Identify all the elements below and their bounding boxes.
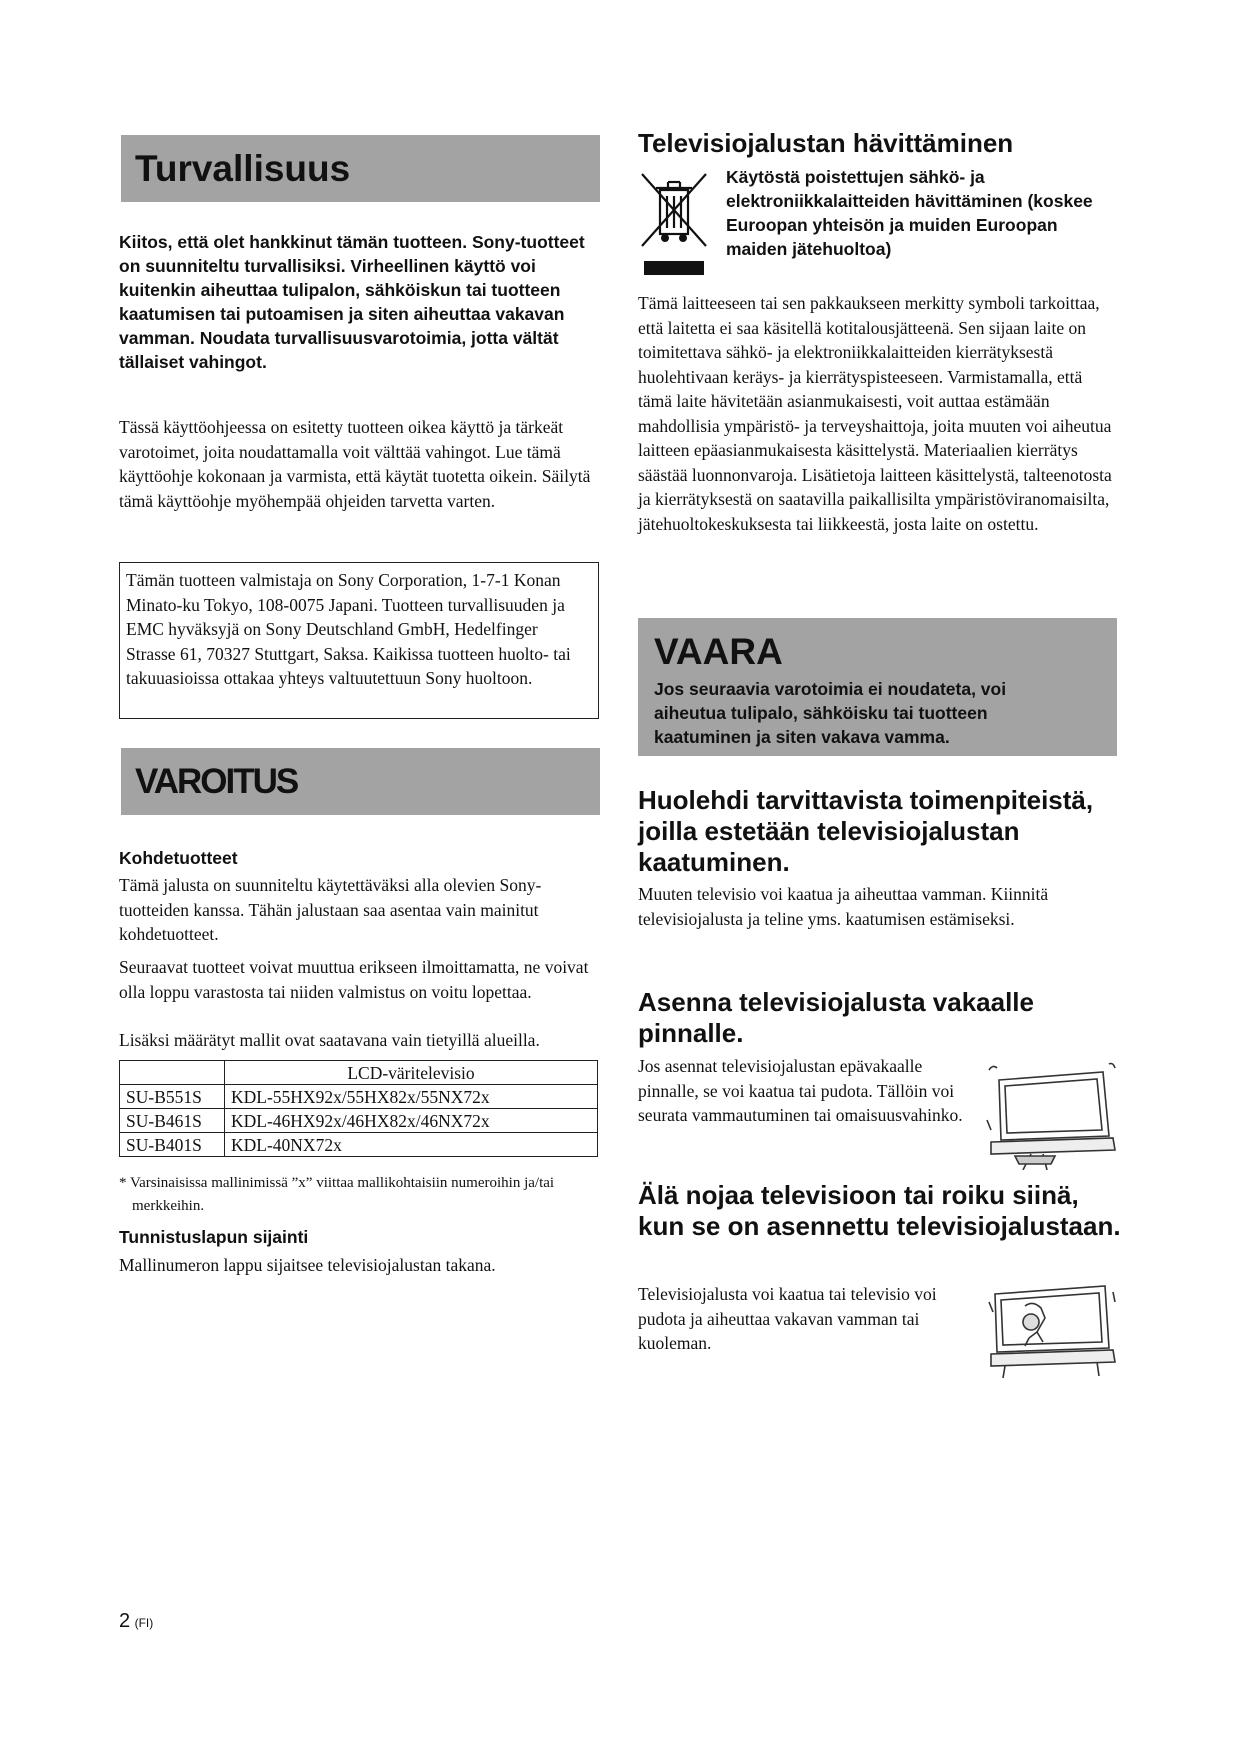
model-table (119, 1060, 598, 1157)
table-row (120, 1085, 598, 1109)
tip-over-heading: Huolehdi tarvittavista toimenpiteistä, joilla estetään televisiojalustan kaatuminen. (638, 785, 1094, 877)
tv-leaning-child-illustration (985, 1282, 1120, 1382)
page-number-value: 2 (119, 1610, 131, 1632)
weee-text: Tämä laitteeseen tai sen pakkaukseen merkitty symboli tarkoittaa, että laitetta ei saa käsitellä kotitalousjätteenä. Sen sijaan laite on toimitettava sähkö- ja elektroniikkalaitteiden kierrätyksestä huolehtivaan keräys- ja kierrätyspisteeseen. Varmistamalla, että tämä laite hävitetään asianmukaisesti, voit auttaa estämään mahdollisia ympäristö- ja terveyshaittoja, joita muuten voi aiheutua laitteen epäasianmukaisesta käsittelystä. Materiaalien kierrätys säästää luonnonvaroja. Lisätietoja laitteen käsittelystä, talteenotosta ja kierrätyksestä on saatavilla paikallisilta ympäristöviranomaisilta, jätehuoltokeskuksesta tai liikkeestä, josta laite on ostettu. (638, 293, 1112, 534)
stable-surface-heading: Asenna televisiojalusta vakaalle pinnalle. (638, 987, 1034, 1048)
intro-text: Tässä käyttöohjeessa on esitetty tuotteen oikea käyttö ja tärkeät varotoimet, joita noudattamalla voit välttää vahingot. Lue tämä käyttöohje kokonaan ja varmista, että käytät tuotetta oikein. Säilytä tämä käyttöohje myöhempää ohjeiden tarvetta varten. (119, 417, 591, 511)
weee-crossed-bin-icon (638, 168, 710, 278)
kohdetuotteet-paragraph-1: Tämä jalusta on suunniteltu käytettäväksi alla olevien Sony-tuotteiden kanssa. Tähän jalustaan saa asentaa vain mainitut kohdetuotteet. (119, 875, 542, 944)
manufacturer-box (119, 562, 599, 719)
do-not-lean-text: Televisiojalusta voi kaatua tai televisio voi pudota ja aiheuttaa vakavan vamman tai kuoleman. (638, 1284, 937, 1353)
tv-models: KDL-46HX92x/46HX82x/46NX72x (225, 1109, 598, 1133)
table-row (120, 1133, 598, 1157)
tv-unstable-surface-illustration (985, 1060, 1120, 1170)
weee-bold-text: Käytöstä poistettujen sähkö- ja elektroniikkalaitteiden hävittäminen (koskee Euroopan yhteisön ja muiden Euroopan maiden jätehuoltoa) (726, 167, 1093, 259)
vaara-text: Jos seuraavia varotoimia ei noudateta, voi aiheutua tulipalo, sähköisku tai tuotteen kaatuminen ja siten vakava vamma. (654, 679, 1007, 747)
stand-model: SU-B401S (120, 1133, 225, 1157)
tip-over-text: Muuten televisio voi kaatua ja aiheuttaa vamman. Kiinnitä televisiojalusta ja teline yms. kaatumisen estämiseksi. (638, 884, 1049, 929)
varoitus-title: VAROITUS (135, 762, 298, 801)
stand-model: SU-B551S (120, 1085, 225, 1109)
varoitus-banner (121, 748, 600, 815)
vaara-title: VAARA (654, 631, 783, 672)
do-not-lean-heading: Älä nojaa televisioon tai roiku siinä, kun se on asennettu televisiojalustaan. (638, 1180, 1121, 1241)
kohdetuotteet-heading: Kohdetuotteet (119, 848, 238, 868)
table-row (120, 1109, 598, 1133)
turvallisuus-banner (121, 135, 600, 202)
stand-model: SU-B461S (120, 1109, 225, 1133)
tv-models: KDL-40NX72x (225, 1133, 598, 1157)
manufacturer-text: Tämän tuotteen valmistaja on Sony Corporation, 1-7-1 Konan Minato-ku Tokyo, 108-0075 Japani. Tuotteen turvallisuuden ja EMC hyväksyjä on Sony Deutschland GmbH, Hedelfinger Strasse 61, 70327 Stuttgart, Saksa. Kaikissa tuotteen huolto- tai takuuasioissa ottakaa yhteys valtuutettuun Sony huoltoon. (126, 570, 571, 688)
table-header-empty (120, 1061, 225, 1085)
stable-surface-text: Jos asennat televisiojalustan epävakaalle pinnalle, se voi kaatua tai pudota. Tällöin voi seurata vammautuminen tai omaisuusvahinko. (638, 1056, 963, 1125)
disposal-heading: Televisiojalustan hävittäminen (638, 128, 1014, 158)
kohdetuotteet-paragraph-3: Lisäksi määrätyt mallit ovat saatavana vain tietyillä alueilla. (119, 1030, 540, 1050)
intro-bold-text: Kiitos, että olet hankkinut tämän tuotteen. Sony-tuotteet on suunniteltu turvallisiksi. Virheellinen käyttö voi kuitenkin aiheuttaa tulipalon, sähköiskun tai tuotteen kaatumisen tai putoamisen ja siten aiheuttaa vakavan vamman. Noudata turvallisuusvarotoimia, jotta vältät tällaiset vahingot. (119, 232, 585, 372)
page-number (119, 1610, 153, 1633)
tv-models: KDL-55HX92x/55HX82x/55NX72x (225, 1085, 598, 1109)
turvallisuus-title: Turvallisuus (135, 148, 351, 189)
kohdetuotteet-paragraph-2: Seuraavat tuotteet voivat muuttua erikseen ilmoittamatta, ne voivat olla loppu varastosta tai niiden valmistus on voitu lopettaa. (119, 957, 589, 1002)
table-header-row (120, 1061, 598, 1085)
table-footnote: * Varsinaisissa mallinimissä ”x” viittaa mallikohtaisiin numeroihin ja/tai merkkeihin. (119, 1175, 555, 1214)
tunnistuslappu-text: Mallinumeron lappu sijaitsee televisiojalustan takana. (119, 1255, 496, 1275)
page-language: (FI) (134, 1616, 154, 1630)
tunnistuslappu-heading: Tunnistuslapun sijainti (119, 1227, 309, 1247)
table-header-cell: LCD-väritelevisio (225, 1061, 598, 1085)
vaara-banner (638, 618, 1117, 756)
